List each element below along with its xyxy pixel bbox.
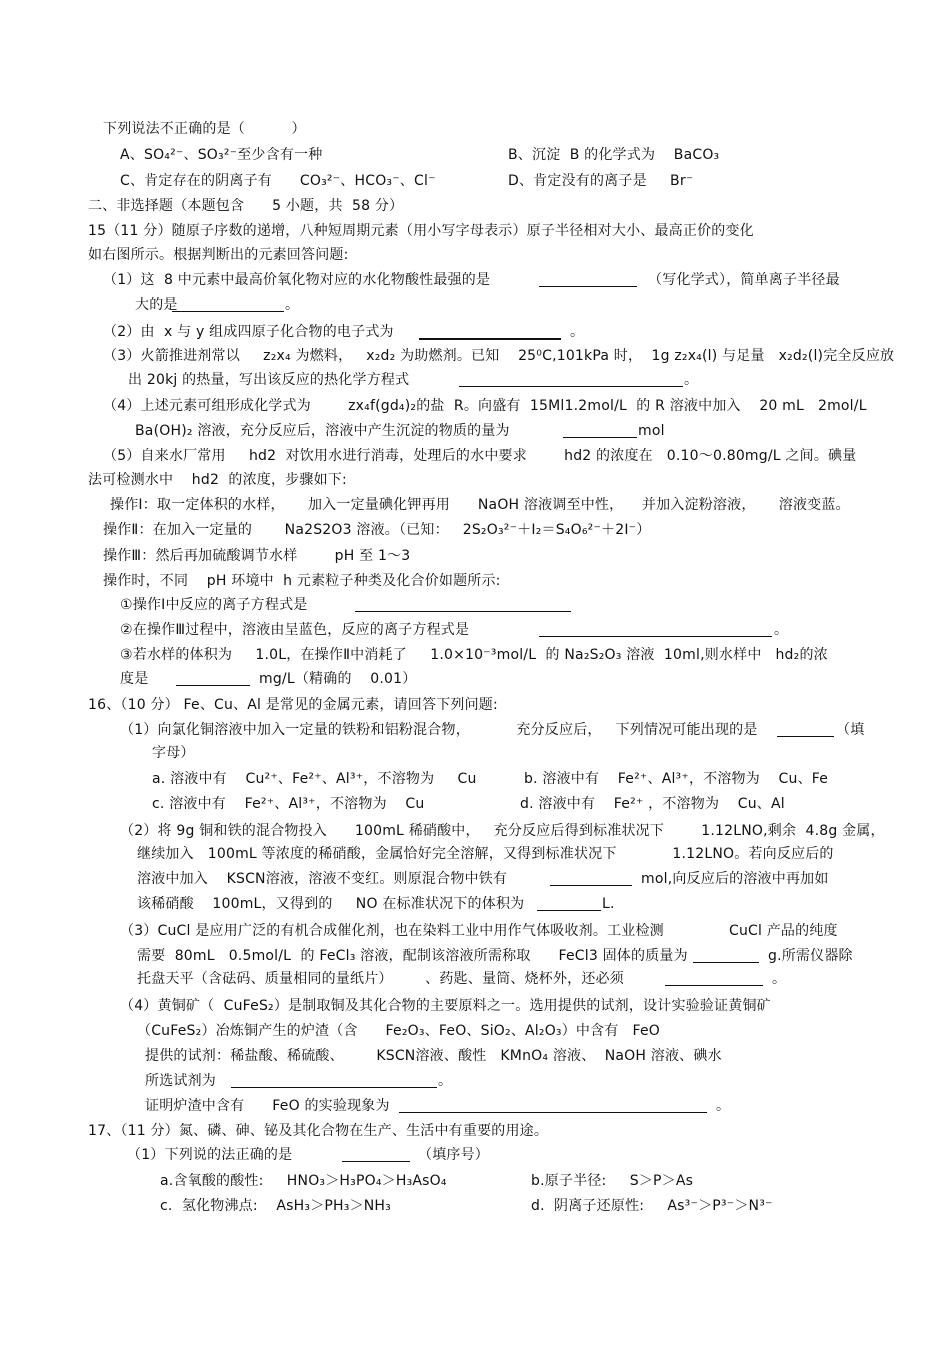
- q15-part5: （5）自来水厂常用 hd2 对饮用水进行消毒，处理后的水中要求 hd2 的浓度在 0.10～0.80mg/L 之间。碘量: [103, 448, 857, 464]
- q16-part4-reagents: 提供的试剂：稀盐酸、稀硫酸、 KSCN溶液、酸性 KMnO₄ 溶液、 NaOH 溶液、碘水: [145, 1048, 722, 1064]
- q15-stem-cont: 如右图所示。根据判断出的元素回答问题:: [88, 247, 349, 263]
- punct: 。: [570, 324, 585, 340]
- operation-3: 操作Ⅲ：然后再加硫酸调节水样 pH 至 1～3: [103, 548, 411, 564]
- q16-part4: （4）黄铜矿（ CuFeS₂）是制取铜及其化合物的主要原料之一。选用提供的试剂，设计实验验证黄铜矿: [120, 998, 771, 1014]
- answer-blank[interactable]: [665, 971, 763, 986]
- section-heading: 二、非选择题（本题包含 5 小题，共 58 分）: [88, 198, 404, 214]
- choice-a: a.含氧酸的酸性: HNO₃＞H₃PO₄＞H₃AsO₄: [160, 1173, 447, 1189]
- answer-blank[interactable]: [172, 297, 284, 312]
- answer-blank[interactable]: [539, 272, 637, 287]
- punct: 。: [438, 1073, 453, 1089]
- q16-part2-line2: 继续加入 100mL 等浓度的稀硝酸，金属恰好完全溶解，又得到标准状况下 1.12LNO。若向反应后的: [137, 846, 834, 862]
- punct: 。: [774, 622, 789, 638]
- subq-2: ②在操作Ⅲ过程中，溶液由呈蓝色，反应的离子方程式是: [120, 622, 470, 638]
- q16-part2-line3-cont: mol,向反应后的溶液中再加如: [641, 871, 829, 887]
- answer-blank[interactable]: [399, 1098, 707, 1113]
- answer-blank[interactable]: [539, 622, 772, 637]
- answer-blank[interactable]: [176, 671, 250, 686]
- q15-stem: 15（11 分）随原子序数的递增，八种短周期元素（用小写字母表示）原子半径相对大小、最高正价的变化: [88, 223, 754, 239]
- operation-2: 操作Ⅱ：在加入一定量的 Na2S2O3 溶液。（已知： 2S₂O₃²⁻＋I₂＝S₄O₆²⁻＋2I⁻）: [103, 522, 651, 538]
- answer-blank[interactable]: [231, 1073, 437, 1088]
- question-stem: 下列说法不正确的是（ ）: [103, 121, 306, 137]
- q16-part3-line2: 需要 80mL 0.5mol/L 的 FeCl₃ 溶液，配制该溶液所需称取 FeCl3 固体的质量为: [137, 948, 688, 964]
- q15-part5-line2: 法可检测水中 hd2 的浓度，步骤如下:: [88, 472, 347, 488]
- choice-c: c. 氢化物沸点: AsH₃＞PH₃＞NH₃: [160, 1198, 391, 1214]
- q16-part2-line4: 该稀硝酸 100mL，又得到的 NO 在标准状况下的体积为: [137, 896, 525, 912]
- punct: 。: [716, 1098, 731, 1114]
- q17-part1-cont: （填序号）: [418, 1147, 489, 1163]
- q15-part1-cont: （写化学式），简单离子半径最: [648, 272, 840, 288]
- answer-blank[interactable]: [550, 871, 632, 886]
- q15-part4-line2: Ba(OH)₂ 溶液，充分反应后，溶液中产生沉淀的物质的量为: [135, 423, 510, 439]
- q16-part2: （2）将 9g 铜和铁的混合物投入 100mL 稀硝酸中， 充分反应后得到标准状况下 1.12LNO,剩余 4.8g 金属，: [120, 823, 885, 839]
- subq-1: ①操作Ⅰ中反应的离子方程式是: [120, 597, 308, 613]
- q16-part1-line2: 字母）: [152, 745, 195, 761]
- q15-part2: （2）由 x 与 y 组成四原子化合物的电子式为: [103, 324, 394, 340]
- choice-b: b.原子半径: S＞P＞As: [531, 1173, 694, 1189]
- unit: L.: [602, 896, 615, 912]
- option-c: C、肯定存在的阴离子有 CO₃²⁻、HCO₃⁻、Cl⁻: [120, 173, 436, 189]
- option-b: B、沉淀 B 的化学式为 BaCO₃: [508, 147, 720, 163]
- q15-part1: （1）这 8 中元素中最高价氧化物对应的水化物酸性最强的是: [103, 272, 491, 288]
- unit: mg/L（精确的 0.01）: [259, 671, 417, 687]
- q16-part2-line3: 溶液中加入 KSCN溶液，溶液不变红。则原混合物中铁有: [137, 871, 508, 887]
- answer-blank[interactable]: [537, 896, 601, 911]
- choice-b: b. 溶液中有 Fe²⁺、Al³⁺，不溶物为 Cu、Fe: [524, 771, 829, 787]
- q17-part1: （1）下列说的法正确的是: [127, 1147, 293, 1163]
- punct: 。: [285, 297, 300, 313]
- answer-blank[interactable]: [342, 1147, 410, 1162]
- answer-blank[interactable]: [355, 597, 571, 612]
- subq-3-line2: 度是: [120, 671, 149, 687]
- answer-blank[interactable]: [693, 948, 759, 963]
- q15-part3: （3）火箭推进剂常以 z₂x₄ 为燃料， x₂d₂ 为助燃剂。已知 25⁰C,101kPa 时， 1g z₂x₄(l) 与足量 x₂d₂(l)完全反应放: [103, 348, 895, 364]
- choice-c: c. 溶液中有 Fe²⁺、Al³⁺，不溶物为 Cu: [152, 796, 425, 812]
- option-d: D、肯定没有的离子是 Br⁻: [508, 173, 694, 189]
- q15-part1-line2: 大的是: [135, 297, 178, 313]
- option-a: A、SO₄²⁻、SO₃²⁻至少含有一种: [120, 147, 323, 163]
- answer-blank[interactable]: [419, 324, 561, 340]
- q16-part3-line2-cont: g.所需仪器除: [768, 948, 853, 964]
- operation-note: 操作时，不同 pH 环境中 h 元素粒子种类及化合价如题所示:: [103, 573, 501, 589]
- q16-part1-cont: （填: [836, 722, 865, 738]
- q15-part4: （4）上述元素可组形成化学式为 zx₄f(gd₄)₂的盐 R。向盛有 15Ml1.2mol/L 的 R 溶液中加入 20 mL 2mol/L: [103, 398, 867, 414]
- q16-stem: 16、（10 分） Fe、Cu、Al 是常见的金属元素，请回答下列问题:: [88, 697, 498, 713]
- punct: 。: [772, 971, 787, 987]
- choice-d: d. 阴离子还原性: As³⁻＞P³⁻＞N³⁻: [531, 1198, 773, 1214]
- answer-blank[interactable]: [777, 722, 834, 737]
- q16-part1: （1）向氯化铜溶液中加入一定量的铁粉和铝粉混合物， 充分反应后， 下列情况可能出现的是: [120, 722, 758, 738]
- punct: 。: [684, 372, 699, 388]
- unit: mol: [638, 423, 665, 439]
- q16-part4-line2: （CuFeS₂）冶炼铜产生的炉渣（含 Fe₂O₃、FeO、SiO₂、Al₂O₃）中含有 FeO: [137, 1023, 661, 1039]
- answer-blank[interactable]: [563, 423, 637, 438]
- choice-d: d. 溶液中有 Fe²⁺ ，不溶物为 Cu、Al: [520, 796, 785, 812]
- q16-part4-selected: 所选试剂为: [145, 1073, 216, 1089]
- answer-blank[interactable]: [459, 372, 683, 387]
- choice-a: a. 溶液中有 Cu²⁺、Fe²⁺、Al³⁺，不溶物为 Cu: [152, 771, 477, 787]
- q16-part3: （3）CuCl 是应用广泛的有机合成催化剂，也在染料工业中用作气体吸收剂。工业检测 CuCl 产品的纯度: [120, 923, 838, 939]
- q15-part3-line2: 出 20kj 的热量，写出该反应的热化学方程式: [128, 372, 410, 388]
- q16-part3-line3: 托盘天平（含砝码、质量相同的量纸片） 、药匙、量筒、烧杯外，还必须: [137, 971, 624, 987]
- operation-1: 操作Ⅰ：取一定体积的水样， 加入一定量碘化钾再用 NaOH 溶液调至中性， 并加入淀粉溶液， 溶液变蓝。: [110, 497, 850, 513]
- subq-3: ③若水样的体积为 1.0L，在操作Ⅱ中消耗了 1.0×10⁻³mol/L 的 Na₂S₂O₃ 溶液 10ml,则水样中 hd₂的浓: [120, 647, 828, 663]
- q16-part4-evidence: 证明炉渣中含有 FeO 的实验现象为: [145, 1098, 390, 1114]
- q17-stem: 17、（11 分）氮、磷、砷、铋及其化合物在生产、生活中有重要的用途。: [88, 1123, 549, 1139]
